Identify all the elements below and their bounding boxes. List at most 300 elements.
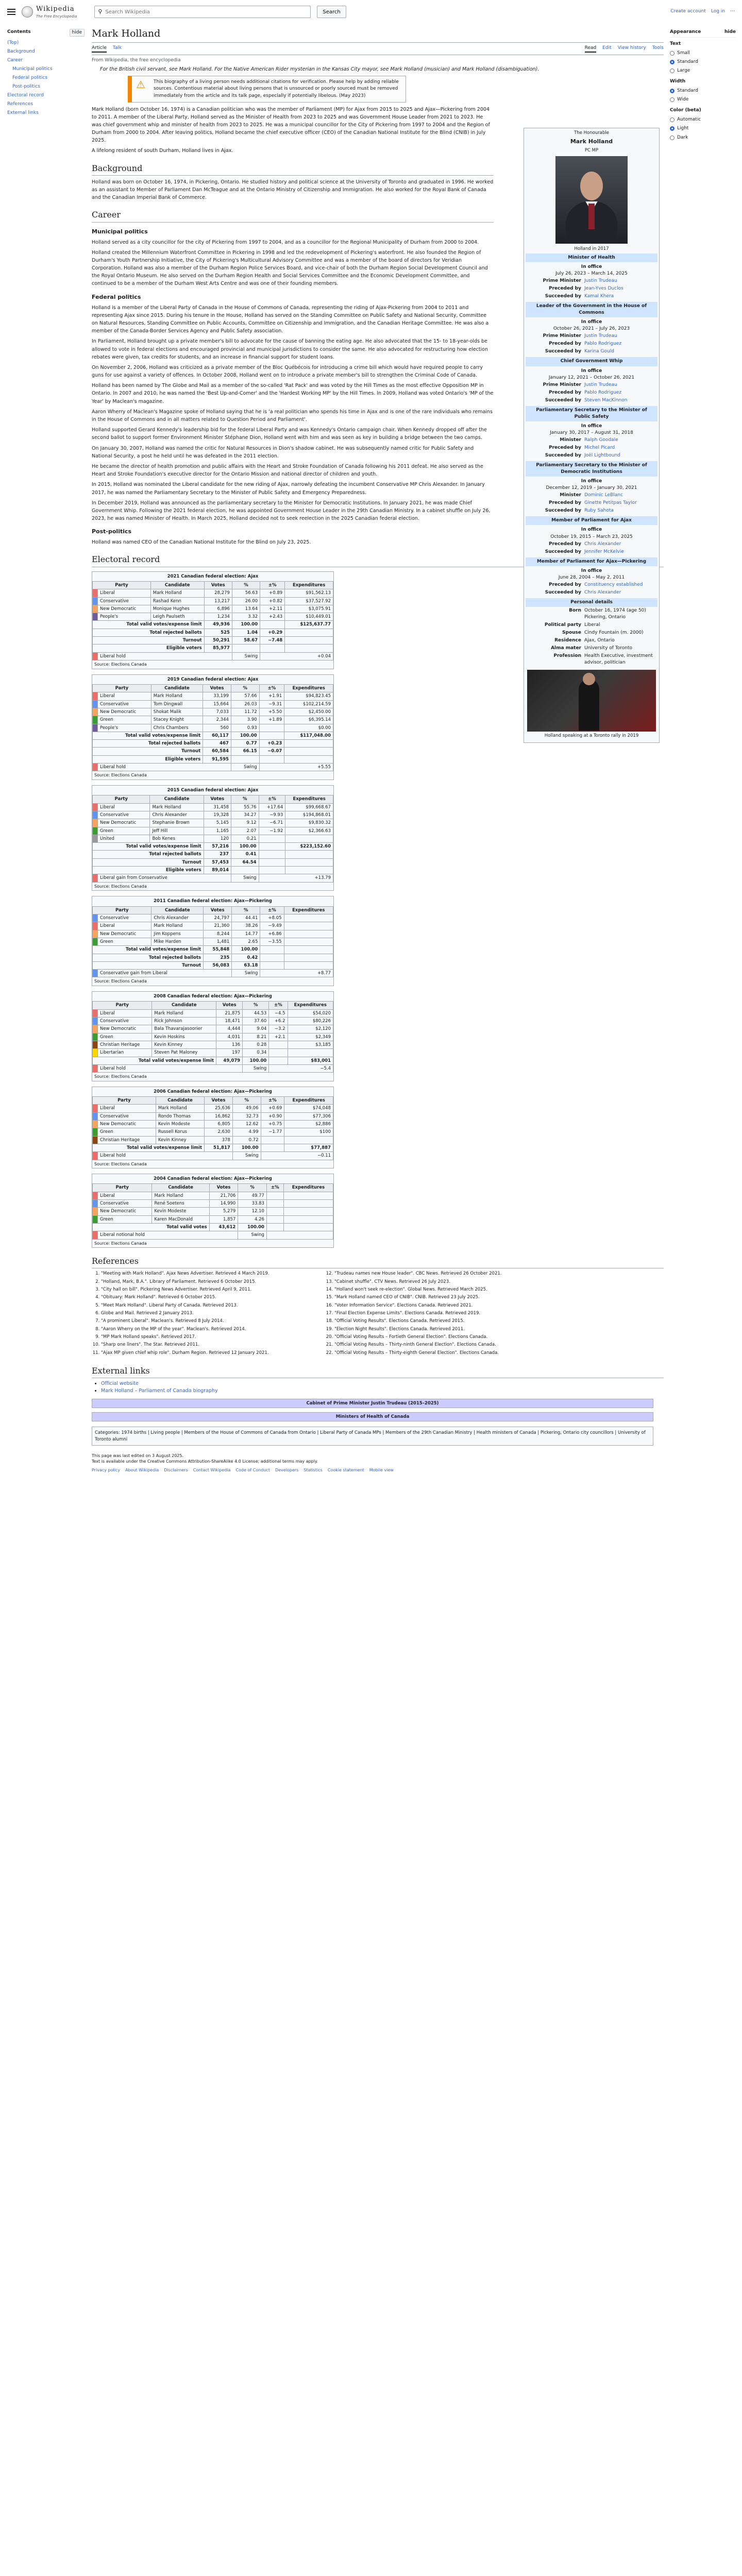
table-row xyxy=(93,716,333,724)
totals-row xyxy=(93,629,333,636)
expenditure-cell xyxy=(284,930,333,938)
footer-link[interactable]: Disclaimers xyxy=(164,1468,188,1473)
election-source[interactable]: Source: Elections Canada xyxy=(94,1161,147,1166)
votes-cell: 120 xyxy=(204,835,231,842)
wikipedia-logo[interactable] xyxy=(22,5,77,20)
reference-item[interactable]: 12. "Trudeau names new House leader". CBC News. Retrieved 26 October 2021. xyxy=(334,1270,555,1277)
party-cell[interactable]: Conservative xyxy=(98,914,151,922)
party-color-swatch xyxy=(93,819,98,827)
expenditure-cell xyxy=(283,1215,333,1223)
reference-item[interactable]: 6. Globe and Mail. Retrieved 2 January 2013. xyxy=(101,1310,322,1316)
party-cell[interactable]: Liberal xyxy=(98,922,151,930)
office-title[interactable]: Parliamentary Secretary to the Minister of Public Safety xyxy=(526,406,657,421)
footer-link[interactable]: Contact Wikipedia xyxy=(193,1468,231,1473)
party-cell[interactable]: Green xyxy=(98,827,150,835)
office-title[interactable]: Member of Parliament for Ajax xyxy=(526,516,657,525)
party-color-swatch xyxy=(93,938,98,945)
table-row xyxy=(93,1112,333,1120)
totals-cell: 49,079 xyxy=(216,1057,243,1064)
reference-item[interactable]: 10. "Sharp one liners". The Star. Retrieved 2011. xyxy=(101,1342,322,1348)
candidate-cell[interactable]: Rashad Kenn xyxy=(150,597,204,605)
party-cell[interactable]: Liberal xyxy=(98,1192,152,1199)
federal-paragraph: Holland has been named by The Globe and Mail as a member of the so-called 'Rat Pack' and was voted by the Hill Times as the most effective Opposition MP in Ontario. In 2007 and 2010, he was named the 'Best Up-and-Comer' and the 'Hardest Working MP' by the Hill Times. In 2009, Holland was voted Ontario's 'MP of the Year' by Maclean's magazine. xyxy=(92,383,494,404)
totals-cell xyxy=(260,954,284,961)
party-color-swatch xyxy=(93,1208,98,1215)
appearance-option[interactable] xyxy=(670,66,736,75)
election-caption[interactable]: 2011 Canadian federal election: Ajax—Pickering xyxy=(92,896,333,906)
expenditure-cell: $0.00 xyxy=(284,724,333,732)
radio-icon[interactable] xyxy=(670,60,674,64)
hold-cell: Conservative gain from Liberal xyxy=(98,970,232,977)
detail-value[interactable]: Ralph Goodale xyxy=(584,437,618,443)
column-header: Candidate xyxy=(150,795,204,803)
office-tenure: In office xyxy=(581,368,602,374)
change-cell xyxy=(261,1136,284,1144)
radio-icon[interactable] xyxy=(670,117,674,122)
percent-cell: 0.34 xyxy=(243,1049,269,1057)
footer-link[interactable]: Code of Conduct xyxy=(235,1468,270,1473)
detail-value[interactable]: Chris Alexander xyxy=(584,541,621,547)
party-cell[interactable]: Conservative xyxy=(98,1112,156,1120)
toc-hide-button[interactable]: hide xyxy=(70,29,85,37)
percent-cell: 9.12 xyxy=(231,819,259,827)
rally-image[interactable] xyxy=(527,670,656,732)
percent-cell: 56.63 xyxy=(232,589,260,597)
footer-link[interactable]: About Wikipedia xyxy=(125,1468,159,1473)
candidate-cell[interactable]: Kevin Hoskins xyxy=(152,1033,216,1041)
party-cell[interactable]: Conservative xyxy=(98,1200,152,1208)
party-cell[interactable]: Green xyxy=(98,1215,152,1223)
office-tenure: In office xyxy=(581,319,602,325)
detail-value[interactable]: Justin Trudeau xyxy=(584,382,617,387)
candidate-cell[interactable]: Mark Holland xyxy=(151,922,204,930)
toc-link[interactable]: References xyxy=(7,101,33,107)
totals-cell: 66.15 xyxy=(231,748,259,755)
candidate-cell[interactable]: Rick Johnson xyxy=(152,1017,216,1025)
election-source[interactable]: Source: Elections Canada xyxy=(94,1074,147,1079)
navbox-title[interactable]: Ministers of Health of Canada xyxy=(92,1413,653,1421)
detail-value[interactable]: Karina Gould xyxy=(584,349,614,354)
detail-value[interactable]: Dominic LeBlanc xyxy=(584,493,623,498)
footer-link[interactable]: Statistics xyxy=(303,1468,323,1473)
party-cell[interactable]: New Democratic xyxy=(98,605,151,613)
search-button[interactable]: Search xyxy=(317,6,346,18)
candidate-cell[interactable]: Mark Holland xyxy=(156,1105,204,1112)
candidate-cell[interactable]: Mike Harden xyxy=(151,938,204,945)
categories[interactable]: Categories: 1974 births | Living people | Members of the House of Commons of Canada from Ontario | Liberal Party of Canada MPs | Members of the 29th Canadian Ministry | Health ministers of Canada | Pickering, Ontario city councillors | University of Toronto alumni xyxy=(92,1427,653,1446)
table-row xyxy=(93,1105,333,1112)
election-caption[interactable]: 2019 Canadian federal election: Ajax xyxy=(92,675,333,684)
width-options xyxy=(670,87,736,104)
party-color-swatch xyxy=(93,922,98,930)
column-header: Votes xyxy=(203,684,231,692)
totals-cell: 57,216 xyxy=(204,843,231,851)
election-table xyxy=(92,674,334,780)
toc-link[interactable]: Career xyxy=(7,58,23,63)
votes-cell: 31,458 xyxy=(204,803,231,811)
reference-item[interactable]: 17. "Final Election Expense Limits". Elections Canada. Retrieved 2019. xyxy=(334,1310,555,1316)
totals-label: Turnout xyxy=(93,748,203,755)
candidate-cell[interactable]: Kevin Kinney xyxy=(152,1041,216,1048)
office-title[interactable]: Chief Government Whip xyxy=(526,357,657,366)
reference-item[interactable]: 15. "Mark Holland named CEO of CNIB". CNIB. Retrieved 23 July 2025. xyxy=(334,1294,555,1300)
table-row xyxy=(93,1025,333,1033)
detail-value[interactable]: Steven MacKinnon xyxy=(584,397,628,403)
expenditure-cell: $102,214.59 xyxy=(284,700,333,708)
detail-value[interactable]: Constituency established xyxy=(584,582,643,587)
election-source[interactable]: Source: Elections Canada xyxy=(94,979,147,984)
expenditure-cell xyxy=(284,922,333,930)
reference-item[interactable]: 21. "Official Voting Results – Thirty-ninth General Election". Elections Canada. xyxy=(334,1342,555,1348)
totals-row xyxy=(93,1057,333,1064)
totals-label: Turnout xyxy=(93,961,204,969)
radio-icon[interactable] xyxy=(670,135,674,140)
party-color-swatch xyxy=(93,914,98,922)
footer-link[interactable]: Cookie statement xyxy=(327,1468,364,1473)
reference-item[interactable]: 7. "A prominent Liberal". Maclean's. Retrieved 8 July 2014. xyxy=(101,1318,322,1324)
election-source[interactable]: Source: Elections Canada xyxy=(94,773,147,778)
detail-value: October 16, 1974 (age 50) Pickering, Ontario xyxy=(584,607,646,620)
table-row xyxy=(93,938,333,945)
appearance-option[interactable] xyxy=(670,124,736,133)
tab-talk[interactable]: Talk xyxy=(112,45,122,50)
create-account-link[interactable]: Create account xyxy=(670,9,706,14)
party-cell[interactable]: New Democratic xyxy=(98,819,150,827)
party-cell[interactable]: United xyxy=(98,835,150,842)
federal-paragraph: Holland is a member of the Liberal Party of Canada in the House of Commons of Canada, representing the riding of Ajax-Pickering from 2004 to 2011 and representing Ajax since 2015. During his tenure in the House, Holland has served on the Standing Committee on Public Safety and National Security, Committee on Natural Resources, Standing Committee on Public Accounts, Committee on Citizenship and Immigration, and the Canadian Heritage Committee. He was also a member of the Canada-Border Services Agency and Public Safety association. xyxy=(92,304,489,334)
results-table xyxy=(92,1001,333,1073)
reference-item[interactable]: 1. "Meeting with Mark Holland". Ajax News Advertiser. Retrieved 4 March 2019. xyxy=(101,1270,322,1277)
candidate-cell[interactable]: Chris Chambers xyxy=(151,724,203,732)
percent-cell: 57.66 xyxy=(231,692,259,700)
party-cell[interactable]: Liberal xyxy=(98,1105,156,1112)
election-caption[interactable]: 2006 Canadian federal election: Ajax—Pickering xyxy=(92,1087,333,1096)
radio-icon[interactable] xyxy=(670,69,674,73)
header-row xyxy=(93,581,333,589)
detail-key: Born xyxy=(569,607,581,613)
totals-cell: 0.41 xyxy=(231,851,259,858)
toc-title: Contents xyxy=(7,29,31,35)
candidate-cell[interactable]: Jim Koppens xyxy=(151,930,204,938)
election-caption[interactable]: 2015 Canadian federal election: Ajax xyxy=(92,786,333,795)
candidate-cell[interactable]: Karen MacDonald xyxy=(152,1215,209,1223)
reference-item[interactable]: 5. "Meet Mark Holland". Liberal Party of Canada. Retrieved 2013. xyxy=(101,1302,322,1309)
appearance-option[interactable] xyxy=(670,58,736,66)
totals-cell: 237 xyxy=(204,851,231,858)
party-cell[interactable]: Green xyxy=(98,1128,156,1136)
candidate-cell[interactable]: Stacey Knight xyxy=(151,716,203,724)
change-cell: +2.43 xyxy=(260,613,285,621)
toc-link[interactable]: External links xyxy=(7,110,39,116)
party-cell[interactable]: People's xyxy=(98,724,151,732)
candidate-cell[interactable]: Chris Alexander xyxy=(150,811,204,819)
totals-cell xyxy=(259,851,285,858)
percent-cell: 37.60 xyxy=(243,1017,269,1025)
detail-value[interactable]: Ginette Petitpas Taylor xyxy=(584,500,637,506)
reference-list xyxy=(92,1270,555,1357)
totals-row xyxy=(93,954,333,961)
totals-cell xyxy=(284,755,333,763)
party-cell[interactable]: New Democratic xyxy=(98,1025,152,1033)
radio-icon[interactable] xyxy=(670,97,674,102)
percent-cell: 8.21 xyxy=(243,1033,269,1041)
candidate-cell[interactable]: René Soetens xyxy=(152,1200,209,1208)
totals-cell: 85,977 xyxy=(204,645,232,652)
election-table xyxy=(92,785,334,891)
tab-edit[interactable]: Edit xyxy=(602,45,612,50)
election-source[interactable]: Source: Elections Canada xyxy=(94,1241,147,1246)
table-row xyxy=(93,613,333,621)
detail-key: Preceded by xyxy=(548,389,581,395)
party-cell[interactable]: Conservative xyxy=(98,811,150,819)
detail-value[interactable]: Jennifer McKelvie xyxy=(584,549,624,554)
party-cell[interactable]: Christian Heritage xyxy=(98,1041,152,1048)
candidate-cell[interactable]: Chris Alexander xyxy=(151,914,204,922)
toc-link[interactable]: Post-politics xyxy=(12,84,40,90)
reference-item[interactable]: 19. "Election Night Results". Elections Canada. Retrieved 2011. xyxy=(334,1326,555,1332)
totals-cell: 100.00 xyxy=(243,1057,269,1064)
toc-link[interactable]: Federal politics xyxy=(12,75,47,81)
totals-label: Total valid votes/expense limit xyxy=(93,1144,205,1151)
reference-item[interactable]: 2. "Holland, Mark, B.A.". Library of Parliament. Retrieved 6 October 2015. xyxy=(101,1279,322,1285)
reference-item[interactable]: 4. "Obituary: Mark Holland". Retrieved 6 October 2015. xyxy=(101,1294,322,1300)
toc-link[interactable]: Municipal politics xyxy=(12,66,53,72)
detail-value[interactable]: Pablo Rodriguez xyxy=(584,341,622,347)
candidate-cell[interactable]: Kevin Modeste xyxy=(152,1208,209,1215)
candidate-cell[interactable]: Steven Pat Maloney xyxy=(152,1049,216,1057)
election-caption[interactable]: 2004 Canadian federal election: Ajax—Pickering xyxy=(92,1174,333,1183)
swing-cell: +5.55 xyxy=(259,764,333,771)
office-title[interactable]: Minister of Health xyxy=(526,253,657,262)
party-color-swatch xyxy=(93,605,98,613)
totals-cell xyxy=(285,851,333,858)
radio-icon[interactable] xyxy=(670,126,674,131)
column-header: ±% xyxy=(266,1184,283,1192)
percent-cell: 32.73 xyxy=(232,1112,261,1120)
table-row xyxy=(93,708,333,716)
candidate-cell[interactable]: Mark Holland xyxy=(152,1009,216,1017)
election-table xyxy=(92,1087,334,1168)
candidate-cell[interactable]: Shokat Malik xyxy=(151,708,203,716)
party-cell[interactable]: Green xyxy=(98,716,151,724)
subsection-heading: Municipal politics xyxy=(92,228,148,235)
tab-tools[interactable]: Tools xyxy=(652,45,664,50)
detail-value[interactable]: Jean-Yves Duclos xyxy=(584,286,623,292)
federal-paragraph: In December 2019, Holland was announced as the parliamentary secretary to the Minister for Democratic Institutions. In January 2021, he was made Chief Government Whip. Following the 2021 federal election, he was appointed Government House Leader in the 29th Canadian Ministry. In a cabinet shuffle on July 26, 2023, he was named Minister of Health. In March 2025, Holland decided not to seek reelection in the 2025 Canadian federal election. xyxy=(92,500,491,522)
party-cell[interactable]: Green xyxy=(98,1033,152,1041)
appearance-option[interactable] xyxy=(670,87,736,95)
results-table xyxy=(92,581,333,660)
radio-icon[interactable] xyxy=(670,51,674,56)
candidate-cell[interactable]: Tom Dingwall xyxy=(151,700,203,708)
party-cell[interactable]: People's xyxy=(98,613,151,621)
candidate-cell[interactable]: Mark Holland xyxy=(150,589,204,597)
detail-key: Preceded by xyxy=(548,541,581,547)
citation-notice xyxy=(128,76,406,102)
detail-value[interactable]: Pablo Rodriguez xyxy=(584,389,622,395)
detail-value[interactable]: Chris Alexander xyxy=(584,589,621,595)
party-cell[interactable]: New Democratic xyxy=(98,1208,152,1215)
party-cell[interactable]: Conservative xyxy=(98,597,151,605)
reference-item[interactable]: 11. "Ajax MP given chief whip role". Durham Region. Retrieved 12 January 2021. xyxy=(101,1350,322,1356)
totals-cell xyxy=(285,629,333,636)
party-cell[interactable]: Liberal xyxy=(98,589,151,597)
office-title[interactable]: Member of Parliament for Ajax—Pickering xyxy=(526,557,657,566)
option-label: Light xyxy=(677,126,689,131)
appearance-option[interactable] xyxy=(670,49,736,58)
search-input[interactable] xyxy=(105,9,307,15)
toc-item xyxy=(7,74,85,82)
tagline: The Free Encyclopedia xyxy=(36,14,77,19)
detail-value[interactable]: Kamal Khera xyxy=(584,294,614,299)
footer-link[interactable]: Mobile view xyxy=(369,1468,394,1473)
toc-item xyxy=(7,65,85,74)
detail-key: Residence xyxy=(554,638,581,643)
election-caption[interactable]: 2008 Canadian federal election: Ajax—Pickering xyxy=(92,992,333,1001)
candidate-cell[interactable]: Mark Holland xyxy=(152,1192,209,1199)
external-link[interactable]: Official website xyxy=(101,1381,139,1387)
toc-link[interactable]: Background xyxy=(7,49,35,55)
election-source[interactable]: Source: Elections Canada xyxy=(94,884,147,889)
reference-item[interactable]: 22. "Official Voting Results – Thirty-eighth General Election". Elections Canada. xyxy=(334,1350,555,1356)
more-icon[interactable]: ⋯ xyxy=(730,9,735,14)
office-tenure: In office xyxy=(581,423,602,429)
totals-cell xyxy=(285,867,333,874)
totals-cell: 100.00 xyxy=(238,1224,267,1231)
footer-link[interactable]: Developers xyxy=(275,1468,299,1473)
toc-link[interactable]: Electoral record xyxy=(7,93,44,98)
totals-cell: 100.00 xyxy=(232,946,260,954)
candidate-cell[interactable]: Bob Kenes xyxy=(150,835,204,842)
expenditure-cell: $3,075.91 xyxy=(285,605,333,613)
change-cell: −1.77 xyxy=(261,1128,284,1136)
change-cell: −3.2 xyxy=(269,1025,288,1033)
reference-item[interactable]: 8. "Aaron Wherry on the MP of the year". Maclean's. Retrieved 2014. xyxy=(101,1326,322,1332)
portrait-image[interactable] xyxy=(555,156,628,244)
totals-cell: 1.04 xyxy=(232,629,260,636)
totals-row xyxy=(93,740,333,748)
appearance-hide-button[interactable]: hide xyxy=(724,29,736,35)
expenditure-cell: $80,226 xyxy=(288,1017,333,1025)
toc-link[interactable]: (Top) xyxy=(7,40,19,46)
reference-item[interactable]: 9. "MP Mark Holland speaks". Retrieved 2017. xyxy=(101,1334,322,1340)
candidate-cell[interactable]: Bala Thavarajasoorier xyxy=(152,1025,216,1033)
party-cell[interactable]: Liberal xyxy=(98,692,151,700)
party-cell[interactable]: Christian Heritage xyxy=(98,1136,156,1144)
candidate-cell[interactable]: Kevin Modeste xyxy=(156,1121,204,1128)
detail-value[interactable]: Justin Trudeau xyxy=(584,333,617,339)
election-caption[interactable]: 2021 Canadian federal election: Ajax xyxy=(92,572,333,581)
column-header: Candidate xyxy=(156,1097,204,1105)
totals-row xyxy=(93,621,333,629)
tab-history[interactable]: View history xyxy=(617,45,646,50)
table-row xyxy=(93,930,333,938)
totals-cell xyxy=(284,961,333,969)
party-color-swatch xyxy=(93,835,98,842)
candidate-cell[interactable]: Rondo Thomas xyxy=(156,1112,204,1120)
external-link[interactable]: Mark Holland – Parliament of Canada biography xyxy=(101,1387,218,1394)
radio-icon[interactable] xyxy=(670,89,674,93)
infobox-honorific: The Honourable xyxy=(574,130,609,135)
candidate-cell[interactable]: Leigh Paulseth xyxy=(150,613,204,621)
footer-link[interactable]: Privacy policy xyxy=(92,1468,121,1473)
expenditure-cell: $94,823.45 xyxy=(284,692,333,700)
candidate-cell[interactable]: Russell Korus xyxy=(156,1128,204,1136)
party-cell[interactable]: New Democratic xyxy=(98,708,151,716)
change-cell: −4.5 xyxy=(269,1009,288,1017)
change-cell xyxy=(259,835,285,842)
reference-item[interactable]: 3. "City hall on bill". Pickering News Advertiser. Retrieved April 9, 2011. xyxy=(101,1286,322,1293)
results-table xyxy=(92,906,333,978)
reference-item[interactable]: 14. "Holland won't seek re-election". Global News. Retrieved March 2025. xyxy=(334,1286,555,1293)
office-title[interactable]: Leader of the Government in the House of Commons xyxy=(526,302,657,317)
votes-cell: 5,145 xyxy=(204,819,231,827)
column-header: Candidate xyxy=(150,581,204,589)
candidate-cell[interactable]: Stephanie Brown xyxy=(150,819,204,827)
detail-value[interactable]: Joël Lightbound xyxy=(584,453,620,459)
tab-article[interactable]: Article xyxy=(92,45,107,53)
candidate-cell[interactable]: Monique Hughes xyxy=(150,605,204,613)
header-row xyxy=(93,1097,333,1105)
detail-value[interactable]: Justin Trudeau xyxy=(584,278,617,284)
infobox-postnominals: PC MP xyxy=(584,148,599,154)
party-cell[interactable]: New Democratic xyxy=(98,930,151,938)
appearance-option[interactable] xyxy=(670,95,736,104)
detail-value[interactable]: Ruby Sahota xyxy=(584,508,614,514)
party-cell[interactable]: Conservative xyxy=(98,700,151,708)
reference-item[interactable]: 20. "Official Voting Results – Fortieth General Election". Elections Canada. xyxy=(334,1334,555,1340)
reference-item[interactable]: 18. "Official Voting Results". Elections Canada. Retrieved 2015. xyxy=(334,1318,555,1324)
column-header: % xyxy=(232,1097,261,1105)
reference-item[interactable]: 13. "Cabinet shuffle". CTV News. Retrieved 26 July 2023. xyxy=(334,1279,555,1285)
totals-label: Total valid votes/expense limit xyxy=(93,946,204,954)
party-color-swatch xyxy=(93,827,98,835)
table-row xyxy=(93,803,333,811)
expenditure-cell xyxy=(284,914,333,922)
change-cell xyxy=(266,1192,283,1199)
candidate-cell[interactable]: Jeff Hill xyxy=(150,827,204,835)
candidate-cell[interactable]: Mark Holland xyxy=(150,803,204,811)
party-cell[interactable]: Conservative xyxy=(98,1017,152,1025)
party-cell[interactable]: New Democratic xyxy=(98,1121,156,1128)
office-title[interactable]: Parliamentary Secretary to the Minister of Democratic Institutions xyxy=(526,461,657,477)
navbox-title[interactable]: Cabinet of Prime Minister Justin Trudeau (2015–2025) xyxy=(92,1399,653,1408)
tab-read[interactable]: Read xyxy=(585,45,597,53)
party-cell[interactable]: Libertarian xyxy=(98,1049,152,1057)
login-link[interactable]: Log in xyxy=(711,9,725,14)
candidate-cell[interactable]: Kevin Kinney xyxy=(156,1136,204,1144)
hold-cell: Liberal hold xyxy=(98,652,232,660)
detail-value[interactable]: Michel Picard xyxy=(584,445,615,450)
party-cell[interactable]: Liberal xyxy=(98,803,150,811)
appearance-option[interactable] xyxy=(670,115,736,124)
menu-icon[interactable] xyxy=(7,9,15,15)
candidate-cell[interactable]: Mark Holland xyxy=(151,692,203,700)
column-header: Party xyxy=(93,795,150,803)
office-details xyxy=(526,332,657,355)
header-row xyxy=(93,1184,333,1192)
party-cell[interactable]: Liberal xyxy=(98,1009,152,1017)
totals-cell: 63.18 xyxy=(232,961,260,969)
reference-item[interactable]: 16. "Voter Information Service". Elections Canada. Retrieved 2021. xyxy=(334,1302,555,1309)
election-source[interactable]: Source: Elections Canada xyxy=(94,662,147,667)
party-cell[interactable]: Green xyxy=(98,938,151,945)
expenditure-cell: $10,449.01 xyxy=(285,613,333,621)
party-color-swatch xyxy=(93,589,98,597)
table-row xyxy=(93,1215,333,1223)
votes-cell: 1,857 xyxy=(209,1215,238,1223)
appearance-option[interactable] xyxy=(670,133,736,142)
